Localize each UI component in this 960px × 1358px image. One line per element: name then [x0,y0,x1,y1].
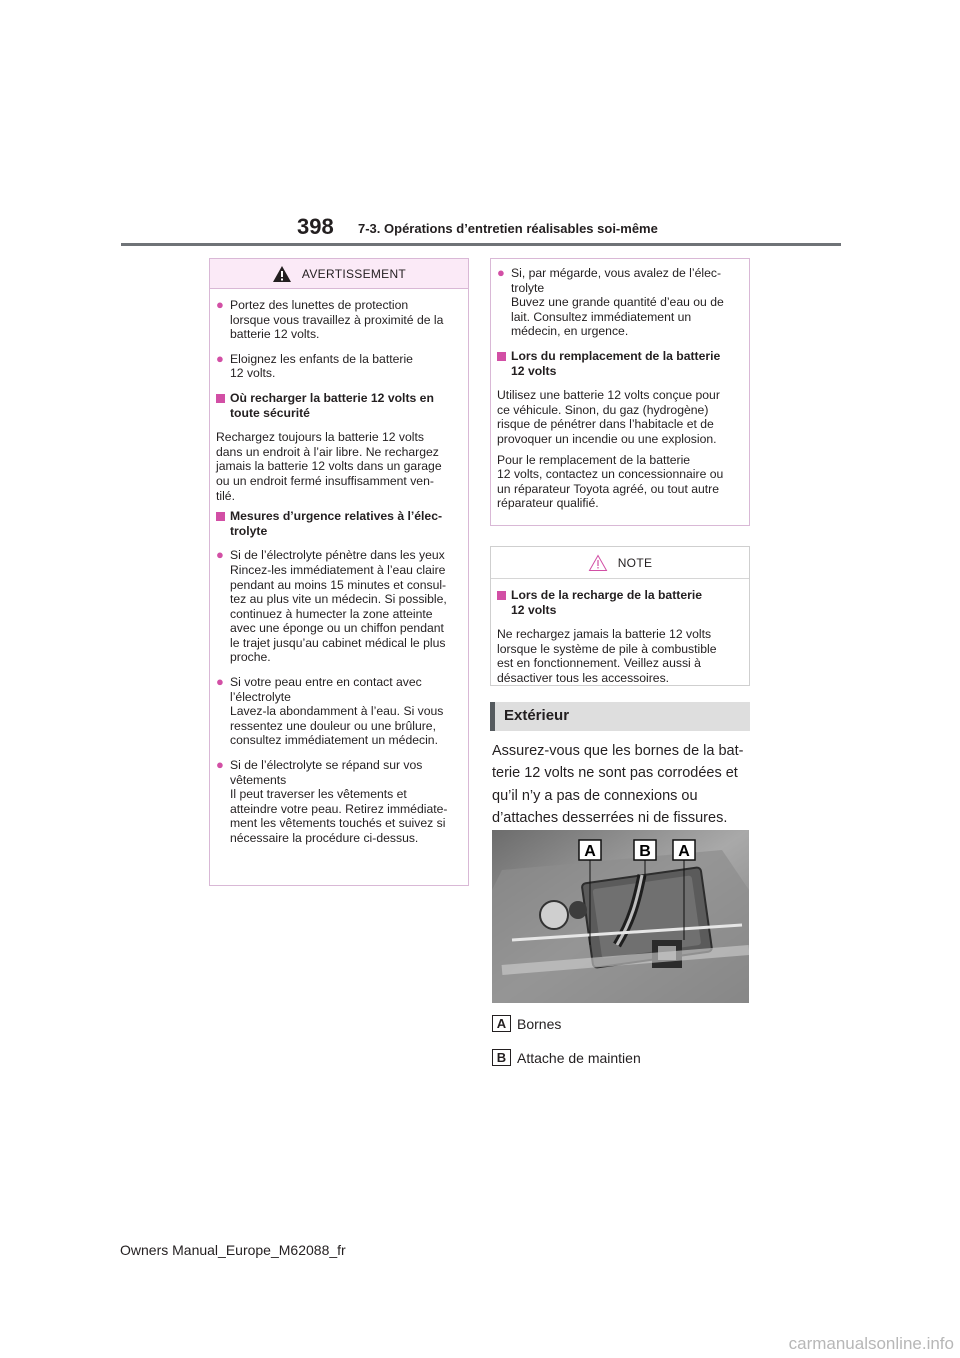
warning-bullet-item: ● Si de l’électrolyte pénètre dans les yeux Rincez-les immédiatement à l’eau claire pendant au moins 15 minutes et consul- tez au plus vite un médecin. Si possible, continuez à humecter la zone atteinte avec une éponge ou un chiffon pendant le trajet jusqu’au cabinet médical le plus proche. [216,547,447,665]
header-rule [121,243,841,246]
note-body [491,579,749,686]
note-header [491,547,749,579]
legend-item-a [492,1015,561,1032]
warning-bullet-item: ● Si, par mégarde, vous avalez de l’élec- trolyte Buvez une grande quantité d’eau ou de lait. Consultez immédiatement un médecin, en urgence. [497,265,724,339]
warning-body-right [491,259,749,511]
square-bullet-icon [216,394,225,403]
square-bullet-icon [497,352,506,361]
warning-bullet-item: ● Portez des lunettes de protection lorsque vous travaillez à proximité de la batterie 12 volts. [216,297,444,342]
round-bullet-icon: ● [216,350,224,366]
exterior-heading-bar [490,702,750,731]
warning-subheading: Où recharger la batterie 12 volts en toute sécurité [216,391,461,420]
warning-box-left [209,258,469,886]
square-bullet-icon [497,591,506,600]
legend-key-b: B [492,1049,511,1066]
warning-triangle-icon [272,265,292,283]
warning-bullet-item: ● Eloignez les enfants de la batterie 12 volts. [216,350,413,381]
round-bullet-icon: ● [216,297,224,312]
warning-paragraph: Rechargez toujours la batterie 12 volts dans un endroit à l’air libre. Ne rechargez jamais la batterie 12 volts dans un garage ou un endroit fermé insuffisamment ven- tilé. [216,430,442,503]
photo-label-a2: A [678,843,690,860]
round-bullet-icon: ● [216,757,224,773]
note-title: NOTE [617,555,653,570]
warning-bullet-item: ● Si de l’électrolyte se répand sur vos vêtements Il peut traverser les vêtements et atteindre votre peau. Retirez immédiate- ment les vêtements touchés et suivez si nécessaire la procédure ci-dessus. [216,757,448,845]
warning-bullet-item: ● Si votre peau entre en contact avec l’électrolyte Lavez-la abondamment à l’eau. Si vous ressentez une douleur ou une brûlure, consultez immédiatement un médecin. [216,674,444,748]
warning-subheading: Mesures d’urgence relatives à l’élec- trolyte [216,509,461,538]
exterior-title: Extérieur [504,707,570,724]
footer-text: Owners Manual_Europe_M62088_fr [120,1242,346,1258]
warning-title: AVERTISSEMENT [301,266,407,281]
round-bullet-icon: ● [216,674,224,690]
legend-key-a: A [492,1015,511,1032]
warning-header [210,259,468,289]
exterior-text: Assurez-vous que les bornes de la bat- terie 12 volts ne sont pas corrodées et qu’il n’y a pas de connexions ou d’attaches desserrées ni de fissures. [492,743,744,827]
warning-subheading: Lors du remplacement de la batterie 12 volts [497,349,742,378]
legend-label-a: Bornes [517,1015,562,1032]
round-bullet-icon: ● [216,547,224,563]
warning-paragraph: Utilisez une batterie 12 volts conçue pour ce véhicule. Sinon, du gaz (hydrogène) risque de pénétrer dans l’habitacle et de provoquer un incendie ou une explosion. [497,388,720,446]
photo-label-a1: A [584,843,596,860]
square-bullet-icon [216,512,225,521]
warning-paragraph: Pour le remplacement de la batterie 12 volts, contactez un concessionnaire ou un réparateur Toyota agréé, ou tout autre réparateur qualifié. [497,452,724,511]
caution-triangle-icon [588,554,608,572]
note-heading: Lors de la recharge de la batterie 12 volts [497,588,742,617]
battery-photo [492,830,749,1003]
warning-box-right [490,258,750,526]
section-title: 7-3. Opérations d’entretien réalisables soi-même [358,221,658,236]
legend-label-b: Attache de maintien [517,1049,641,1066]
legend-item-b [492,1049,641,1066]
round-bullet-icon: ● [497,265,505,280]
page-number: 398 [297,214,334,239]
note-box [490,546,750,686]
note-text: Ne rechargez jamais la batterie 12 volts lorsque le système de pile à combustible est en fonctionnement. Veillez aussi à désactiver tous les accessoires. [497,627,717,685]
watermark: carmanualsonline.info [788,1334,954,1353]
photo-label-b: B [639,843,651,860]
warning-body-left [210,289,468,846]
